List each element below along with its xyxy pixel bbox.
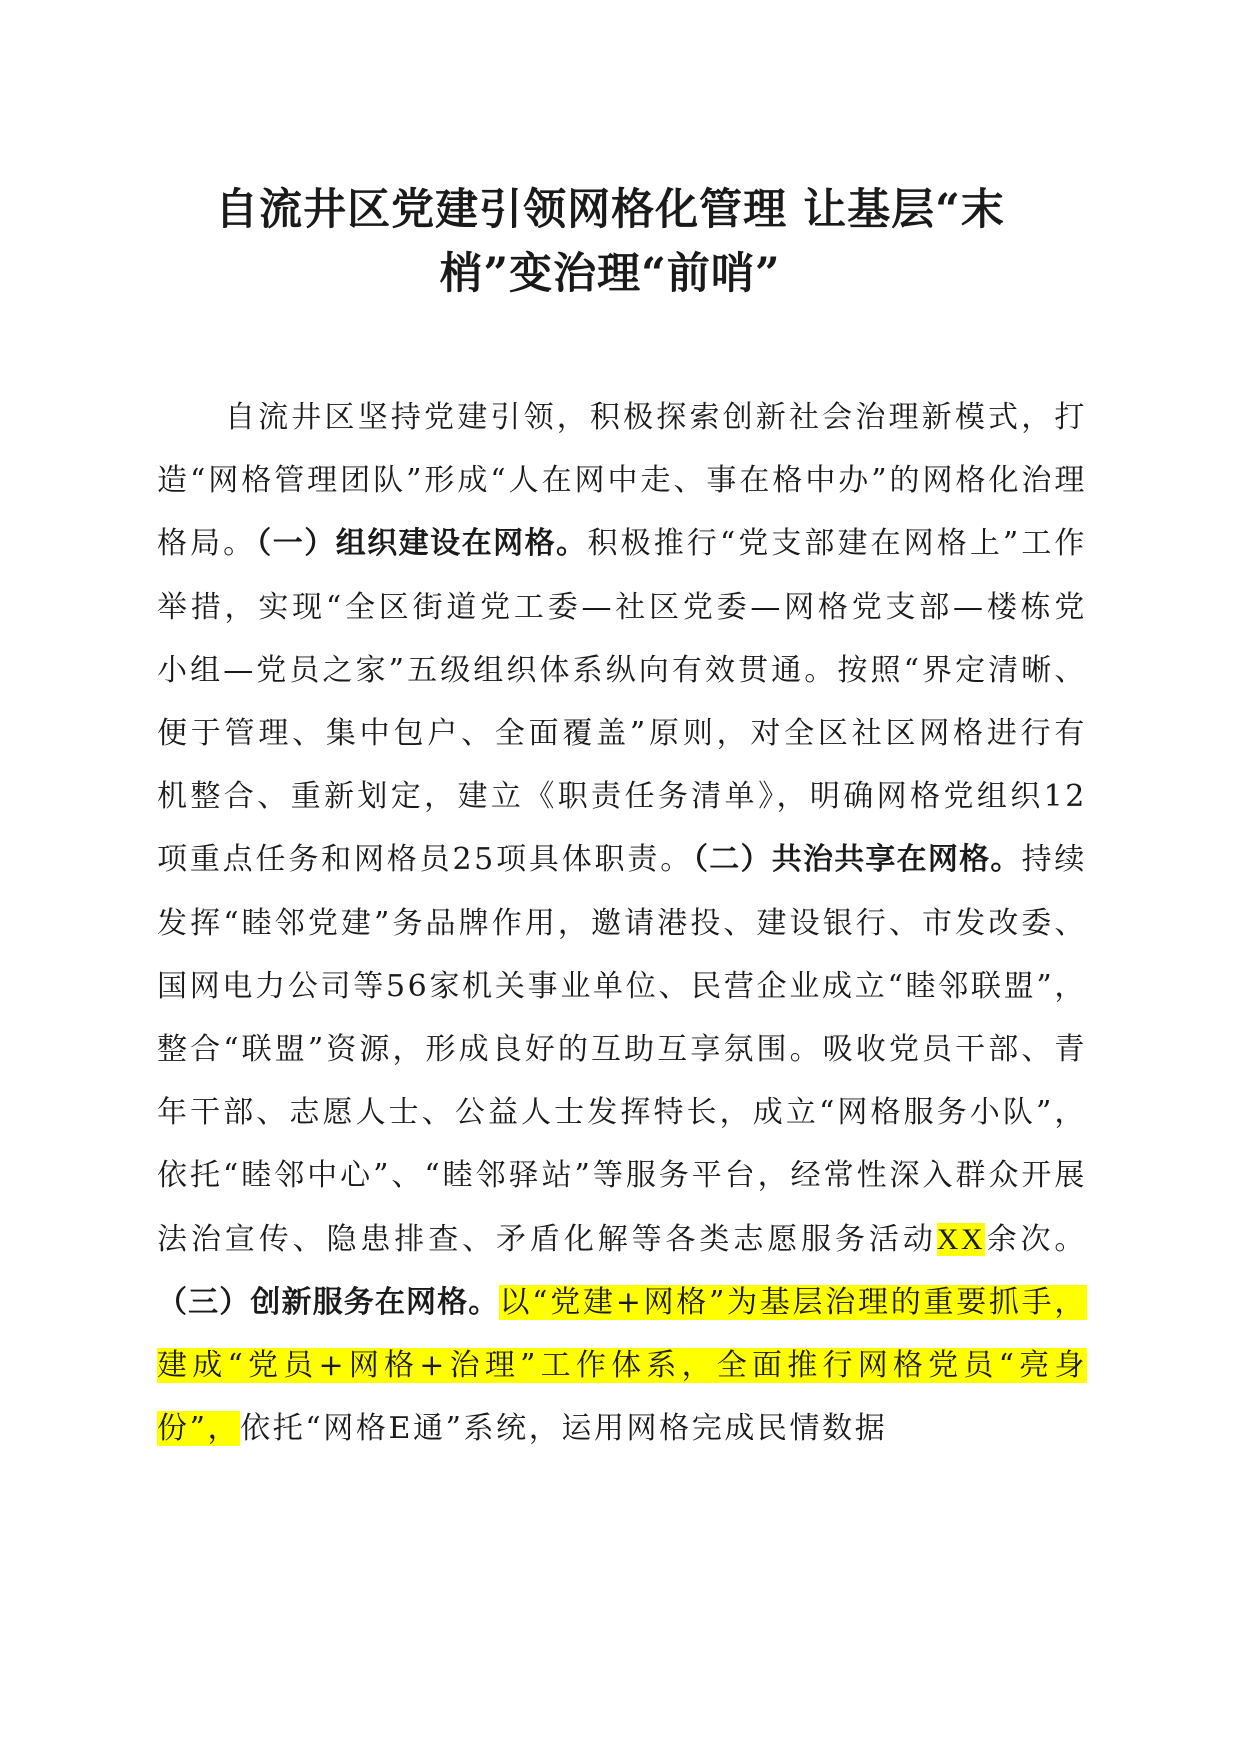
section2-tail: 余次。 — [985, 1221, 1087, 1257]
title-line-1: 自流井区党建引领网格化管理 让基层“末 — [215, 185, 1005, 235]
document-body — [157, 386, 1087, 1460]
document-title — [150, 178, 1070, 306]
section2-heading: （二）共治共享在网格。 — [693, 842, 1022, 878]
section3-highlighted-text: 以“党建+网格”为基层治理的重要抓手，建成“党员+网格+治理”工作体系，全面推行网格党员“亮身份”， — [157, 1284, 1087, 1447]
title-line-2: 梢”变治理“前哨” — [439, 249, 781, 299]
section2-text: 持续发挥“睦邻党建”务品牌作用，邀请港投、建设银行、市发改委、国网电力公司等56家机关事业单位、民营企业成立“睦邻联盟”，整合“联盟”资源，形成良好的互助互享氛围。吸收党员干部、青年干部、志愿人士、公益人士发挥特长，成立“网格服务小队”，依托“睦邻中心”、“睦邻驿站”等服务平台，经常性深入群众开展法治宣传、隐患排查、矛盾化解等各类志愿服务活动 — [157, 842, 1088, 1257]
section1-text: 积极推行“党支部建在网格上”工作举措，实现“全区街道党工委—社区党委—网格党支部—楼栋党小组—党员之家”五级组织体系纵向有效贯通。按照“界定清晰、便于管理、集中包户、全面覆盖”原则，对全区社区网格进行有机整合、重新划定，建立《职责任务清单》，明确网格党组织12项重点任务和网格员25项具体职责。 — [157, 526, 1087, 878]
placeholder-highlight: XX — [936, 1222, 986, 1256]
intro-text: 自流井区坚持党建引领，积极探索创新社会治理新模式，打造“网格管理团队”形成“人在网中走、事在格中办”的网格化治理格局。 — [157, 400, 1087, 562]
section3-text: 依托“网格E通”系统，运用网格完成民情数据 — [240, 1411, 888, 1447]
body-paragraph — [157, 386, 1087, 1460]
section3-heading: （三）创新服务在网格。 — [157, 1284, 500, 1320]
section1-heading: （一）组织建设在网格。 — [256, 526, 588, 562]
